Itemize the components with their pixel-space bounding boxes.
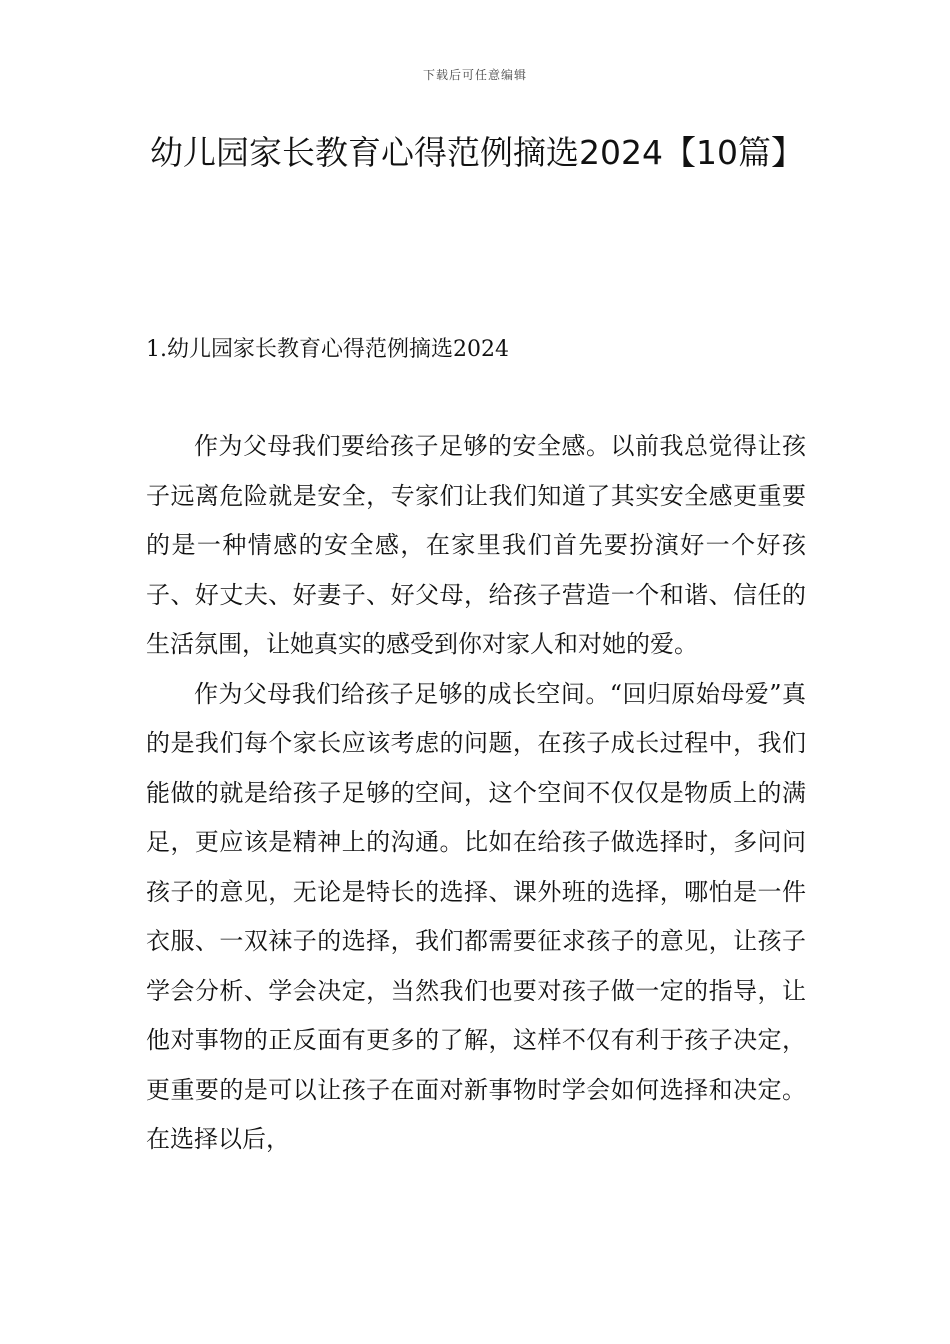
section-body — [146, 422, 806, 1165]
paragraph: 作为父母我们要给孩子足够的安全感。以前我总觉得让孩子远离危险就是安全，专家们让我们知道了其实安全感更重要的是一种情感的安全感，在家里我们首先要扮演好一个好孩子、好丈夫、好妻子、好父母，给孩子营造一个和谐、信任的生活氛围，让她真实的感受到你对家人和对她的爱。 — [146, 432, 806, 658]
document-title: 幼儿园家长教育心得范例摘选2024【10篇】 — [150, 133, 804, 172]
paragraph: 作为父母我们给孩子足够的成长空间。“回归原始母爱”真的是我们每个家长应该考虑的问题，在孩子成长过程中，我们能做的就是给孩子足够的空间，这个空间不仅仅是物质上的满足，更应该是精神上的沟通。比如在给孩子做选择时，多问问孩子的意见，无论是特长的选择、课外班的选择，哪怕是一件衣服、一双袜子的选择，我们都需要征求孩子的意见，让孩子学会分析、学会决定，当然我们也要对孩子做一定的指导，让他对事物的正反面有更多的了解，这样不仅有利于孩子决定，更重要的是可以让孩子在面对新事物时学会如何选择和决定。在选择以后， — [146, 679, 806, 1153]
section-heading: 1.幼儿园家长教育心得范例摘选2024 — [146, 337, 509, 362]
header-note: 下载后可任意编辑 — [422, 68, 527, 82]
